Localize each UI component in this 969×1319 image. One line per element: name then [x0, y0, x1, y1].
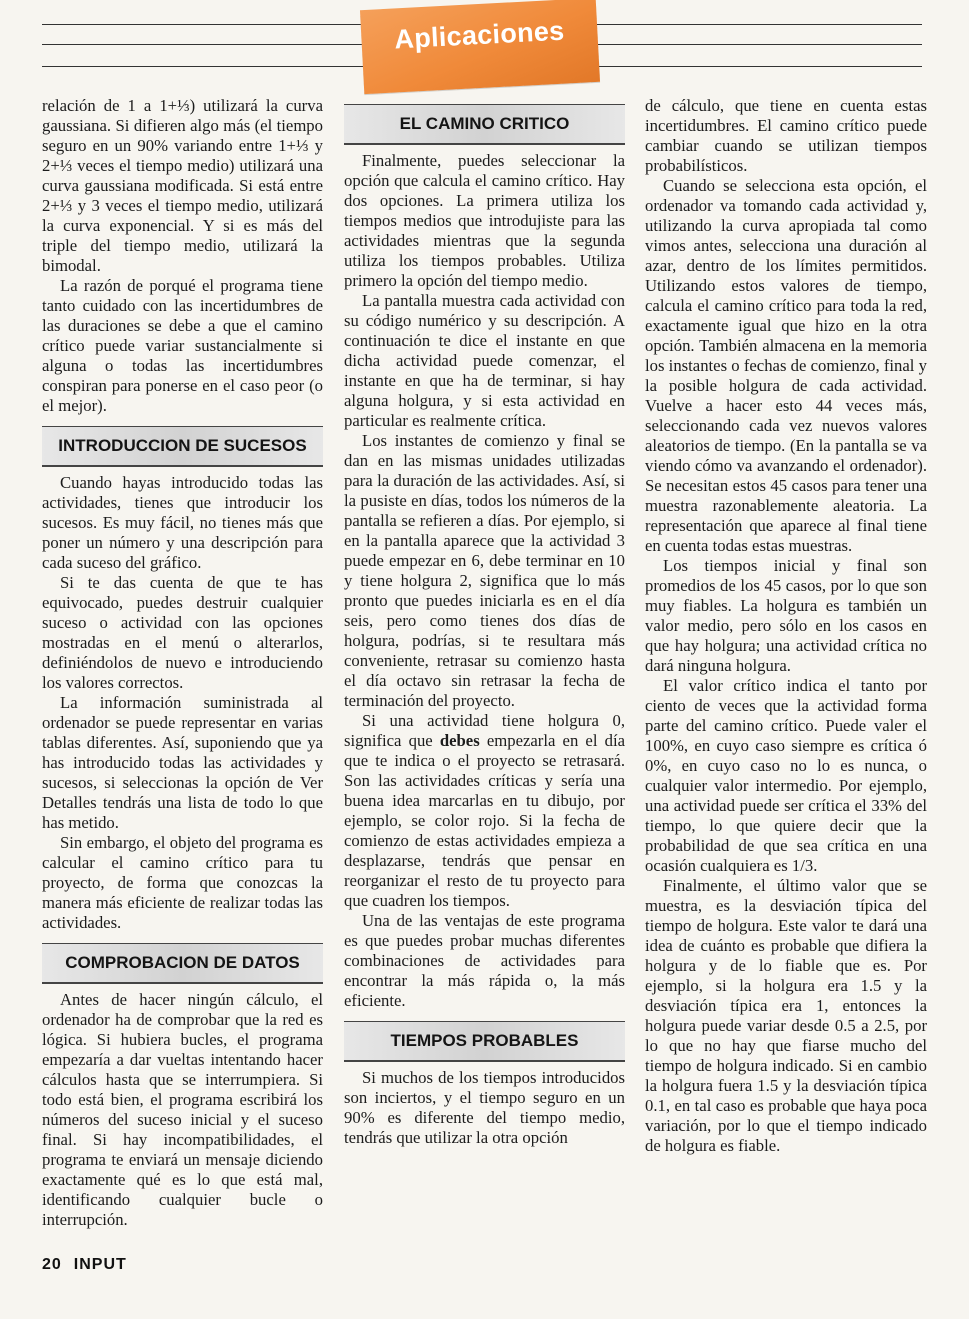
- section-heading: TIEMPOS PROBABLES: [344, 1021, 625, 1062]
- section-heading: COMPROBACION DE DATOS: [42, 943, 323, 984]
- body-paragraph: Sin embargo, el objeto del programa es calcular el camino crítico para tu proyecto, de forma que conozcas la manera más eficiente de realizar todas las actividades.: [42, 833, 323, 932]
- section-heading: EL CAMINO CRITICO: [344, 104, 625, 145]
- body-paragraph: La razón de porqué el programa tiene tanto cuidado con las incertidumbres de las duraciones se debe a que el camino crítico puede variar sustancialmente si alguna o todas las incertidumbres conspiran para ponerse en el caso peor (o el mejor).: [42, 276, 323, 415]
- column-left: [42, 96, 323, 1230]
- body-paragraph: La información suministrada al ordenador se puede representar en varias tablas diferentes. Así, suponiendo que ya has introducido todas las actividades y sucesos, si seleccionas la opción de Ver Detalles tendrás una lista de todo lo que has metido.: [42, 693, 323, 832]
- section-heading: INTRODUCCION DE SUCESOS: [42, 426, 323, 467]
- body-paragraph: Los tiempos inicial y final son promedios de los 45 casos, por lo que son muy fiables. La holgura es también un valor medio, pero sólo en los casos en que hay holgura; una actividad crítica no dará ninguna holgura.: [645, 556, 927, 675]
- body-paragraph: Finalmente, el último valor que se muestra, es la desviación típica del tiempo de holgura. Este valor te dará una idea de cuánto es probable que difiera la holgura y de lo fiable que es. Por ejemplo, si la holgura era 1.5 y la desviación típica era 1, entonces la holgura puede variar desde 0.5 a 2.5, por lo que no hay que fiarse mucho del tiempo de holgura indicado. Si en cambio la holgura fuera 1.5 y la desviación típica 0.1, en tal caso es probable que haya poca variación, por lo que el tiempo indicado de holgura es fiable.: [645, 876, 927, 1155]
- body-paragraph: Cuando hayas introducido todas las actividades, tienes que introducir los sucesos. Es muy fácil, no tienes más que poner un número y una descripción para cada suceso del gráfico.: [42, 473, 323, 572]
- body-paragraph: Antes de hacer ningún cálculo, el ordenador ha de comprobar que la red es lógica. Si hubiera bucles, el programa empezaría a dar vueltas intentando hacer cálculos hasta que se interrumpiera. Si todo está bien, el programa escribirá los números del suceso inicial y el suceso final. Si hay incompatibilidades, el programa te enviará un mensaje diciendo exactamente qué es lo que está mal, identificando cualquier bucle o interrupción.: [42, 990, 323, 1229]
- page-number: 20: [42, 1256, 62, 1273]
- page-footer: [42, 1256, 139, 1274]
- body-paragraph: Cuando se selecciona esta opción, el ordenador va tomando cada actividad y, utilizando la curva apropiada tal como vimos antes, selecciona una duración al azar, dentro de los límites permitidos. Utilizando estos valores de tiempo, calcula el camino crítico para toda la red, exactamente igual que hizo en la otra opción. También almacena en la memoria los instantes o fechas de comienzo, final y la posible holgura de cada actividad. Vuelve a hacer esto 44 veces más, seleccionando cada vez nuevos valores aleatorios de tiempo. (En la pantalla se va viendo cómo va avanzando el ordenador). Se necesitan estos 45 casos para tener una muestra razonablemente aleatoria. La representación que aparece al final tiene en cuenta todas estas muestras.: [645, 176, 927, 555]
- column-right: [645, 96, 927, 1156]
- body-paragraph: Los instantes de comienzo y final se dan en las mismas unidades utilizadas para la duración de las actividades. Así, si la pusiste en días, todos los números de la pantalla se refieren a días. Por ejemplo, si en la pantalla aparece que la actividad 3 puede empezar en 6, debe terminar en 10 y tiene holgura 2, significa que lo más pronto que puedes iniciarla es en el día seis, pero como tienes dos días de holgura, podrías, si te resultara más conveniente, retrasar su comienzo hasta el día octavo sin retrasar la fecha de terminación del proyecto.: [344, 431, 625, 710]
- body-paragraph: La pantalla muestra cada actividad con su código numérico y su descripción. A continuación te dice el instante en que dicha actividad puede comenzar, el instante en que ha de terminar, si hay alguna holgura, y si esta actividad en particular es realmente crítica.: [344, 291, 625, 430]
- body-paragraph: Si muchos de los tiempos introducidos son inciertos, y el tiempo seguro en un 90% es diferente del tiempo medio, tendrás que utilizar la otra opción: [344, 1068, 625, 1147]
- magazine-name: INPUT: [73, 1256, 127, 1273]
- section-tab: [360, 0, 600, 94]
- body-paragraph: Si te das cuenta de que te has equivocado, puedes destruir cualquier suceso o actividad con las opciones mostradas en el menú o alterarlos, definiéndolos de nuevo e introduciendo los valores correctos.: [42, 573, 323, 692]
- body-paragraph: de cálculo, que tiene en cuenta estas incertidumbres. El camino crítico puede cambiar cuando se utilizan tiempos probabilísticos.: [645, 96, 927, 175]
- section-tab-label: Aplicaciones: [393, 15, 566, 55]
- body-paragraph: El valor crítico indica el tanto por ciento de veces que la actividad forma parte del camino crítico. Puede valer el 100%, en cuyo caso siempre es crítica ó 0%, en cuyo caso no lo es nunca, o cualquier valor intermedio. Por ejemplo, una actividad puede ser crítica el 33% del tiempo, lo que quiere decir que la probabilidad de que sea crítica en una ocasión cualquiera es 1/3.: [645, 676, 927, 875]
- body-paragraph: Si una actividad tiene holgura 0, significa que debes empezarla en el día que te indica o el proyecto se retrasará. Son las actividades críticas y sería una buena idea marcarlas en tu dibujo, por ejemplo, se color rojo. Si la fecha de comienzo de estas actividades empieza a desplazarse, tendrás que pensar en reorganizar el resto de tu proyecto para que cuadren los tiempos.: [344, 711, 626, 910]
- column-middle: [344, 96, 625, 1148]
- body-paragraph: Finalmente, puedes seleccionar la opción que calcula el camino crítico. Hay dos opciones. La primera utiliza los tiempos medios que introdujiste para las actividades mientras que la segunda utiliza los tiempos probables. Utiliza primero la opción del tiempo medio.: [344, 151, 625, 290]
- body-paragraph: relación de 1 a 1+⅓) utilizará la curva gaussiana. Si difieren algo más (el tiempo seguro en un 90% variando entre 1+⅓ y 2+⅓ veces el tiempo medio) utilizará una curva gaussiana modificada. Si está entre 2+⅓ y 3 veces el tiempo medio, utilizará la curva exponencial. Y si es más del triple del tiempo medio, utilizará la bimodal.: [42, 96, 323, 275]
- body-paragraph: Una de las ventajas de este programa es que puedes probar muchas diferentes combinaciones de actividades para encontrar la más rápida o, la más eficiente.: [344, 911, 625, 1010]
